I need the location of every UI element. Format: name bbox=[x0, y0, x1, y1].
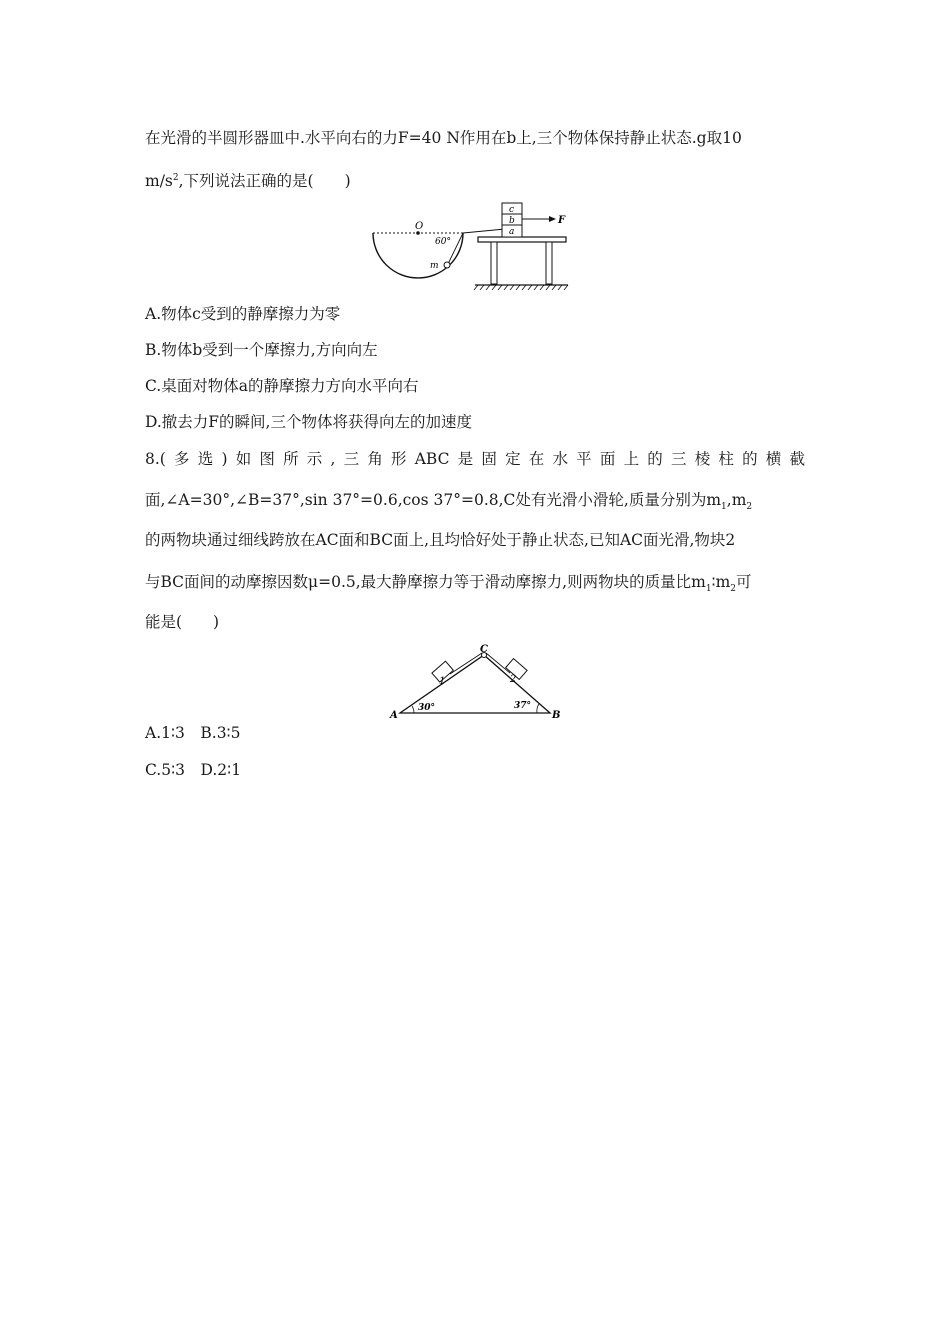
label-vertex-a: A bbox=[390, 710, 398, 721]
q8-stem-line-1: 8.(多选)如图所示,三角形ABC是固定在水平面上的三棱柱的横截 bbox=[145, 450, 805, 468]
label-b: b bbox=[509, 216, 515, 226]
q7-option-a: A.物体c受到的静摩擦力为零 bbox=[145, 305, 341, 323]
mass-m-ball bbox=[444, 262, 450, 268]
ground-hatching bbox=[474, 285, 568, 290]
q7-option-b: B.物体b受到一个摩擦力,方向向左 bbox=[145, 341, 378, 359]
label-block-1: 1 bbox=[439, 676, 446, 687]
force-arrowhead bbox=[549, 216, 556, 222]
q7-unit-exponent: 2 bbox=[172, 173, 179, 183]
q8-ratio-sub-2: 2 bbox=[730, 584, 737, 595]
q7-figure-svg bbox=[370, 198, 570, 296]
q8-figure bbox=[384, 640, 570, 722]
q8-given-values: 面,∠A=30°,∠B=37°,sin 37°=0.6,cos 37°=0.8,C处有光滑小滑轮,质量分别为m bbox=[145, 491, 722, 509]
label-angle-60: 60° bbox=[435, 237, 451, 247]
label-vertex-c: C bbox=[480, 644, 488, 655]
q7-stem-line-1: 在光滑的半圆形器皿中.水平向右的力F=40 N作用在b上,三个物体保持静止状态.g取10 bbox=[145, 129, 742, 147]
angle-a-arc bbox=[412, 706, 414, 713]
q8-ratio-sep: ∶m bbox=[711, 573, 731, 591]
q8-sub-1: 1 bbox=[721, 502, 727, 513]
string bbox=[463, 229, 505, 233]
label-c: c bbox=[509, 205, 515, 215]
q8-line4-tail: 可 bbox=[736, 573, 752, 591]
string-left bbox=[450, 653, 482, 674]
q7-stem-tail: ,下列说法正确的是( ) bbox=[178, 172, 351, 191]
q8-stem-line-5: 能是( ) bbox=[145, 613, 220, 631]
q7-figure bbox=[370, 198, 570, 296]
q8-options-row-1: A.1∶3 B.3∶5 bbox=[145, 724, 241, 742]
q7-stem-line-2 bbox=[145, 168, 351, 191]
label-vertex-b: B bbox=[552, 710, 561, 721]
table-leg-right bbox=[546, 242, 552, 284]
q8-friction-text: 与BC面间的动摩擦因数μ=0.5,最大静摩擦力等于滑动摩擦力,则两物块的质量比m bbox=[145, 573, 706, 591]
q8-ratio-sub-1: 1 bbox=[705, 584, 712, 595]
q8-comma-m: ,m bbox=[726, 491, 747, 509]
label-angle-37: 37° bbox=[514, 701, 532, 711]
q8-figure-svg bbox=[384, 640, 570, 722]
q8-sub-2: 2 bbox=[746, 502, 753, 513]
tabletop bbox=[478, 237, 566, 242]
q7-option-c: C.桌面对物体a的静摩擦力方向水平向右 bbox=[145, 377, 419, 395]
table-leg-left bbox=[491, 242, 497, 284]
q8-stem-line-4 bbox=[145, 572, 752, 599]
q8-stem-line-3: 的两物块通过细线跨放在AC面和BC面上,且均恰好处于静止状态,已知AC面光滑,物块2 bbox=[145, 531, 736, 549]
label-angle-30: 30° bbox=[418, 703, 436, 713]
label-m: m bbox=[430, 261, 439, 271]
label-block-2: 2 bbox=[510, 674, 517, 685]
label-o: O bbox=[415, 221, 424, 232]
label-f: F bbox=[558, 215, 566, 226]
label-a: a bbox=[509, 227, 515, 237]
q7-option-d: D.撤去力F的瞬间,三个物体将获得向左的加速度 bbox=[145, 413, 472, 431]
string-right bbox=[486, 653, 510, 673]
q8-options-row-2: C.5∶3 D.2∶1 bbox=[145, 761, 242, 779]
angle-b-arc bbox=[537, 704, 539, 713]
q8-stem-line-2 bbox=[145, 490, 752, 517]
q7-unit: m/s bbox=[145, 172, 173, 191]
